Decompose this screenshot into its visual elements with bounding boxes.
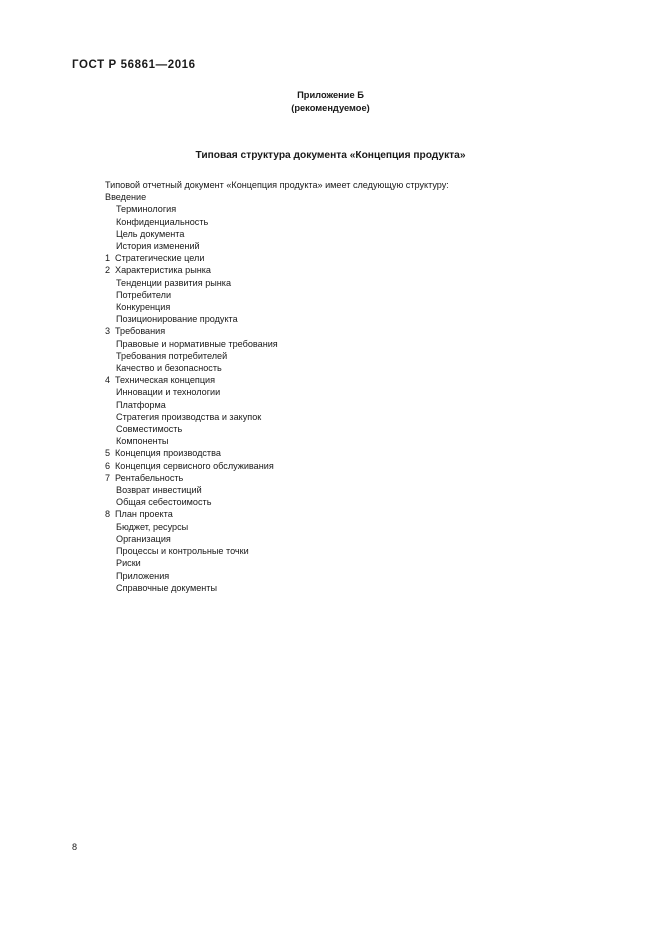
structure-list-item bbox=[105, 472, 575, 484]
structure-list-item bbox=[105, 191, 575, 203]
structure-item-label: Потребители bbox=[116, 289, 172, 300]
structure-item-label: Возврат инвестиций bbox=[116, 485, 202, 496]
structure-item-label: Тенденции развития рынка bbox=[116, 277, 232, 288]
structure-list-item bbox=[105, 496, 575, 508]
page-number: 8 bbox=[72, 842, 78, 852]
structure-item-label: Терминология bbox=[116, 204, 177, 215]
structure-list-item bbox=[105, 289, 575, 301]
structure-list-item bbox=[105, 460, 575, 472]
structure-item-number: 2 bbox=[105, 265, 111, 276]
structure-list-item bbox=[105, 435, 575, 447]
structure-item-label: Требования потребителей bbox=[116, 350, 228, 361]
annex-status: (рекомендуемое) bbox=[291, 103, 370, 113]
structure-item-number: 4 bbox=[105, 375, 111, 386]
structure-list-item bbox=[105, 325, 575, 337]
structure-list-item bbox=[105, 374, 575, 386]
structure-list-item bbox=[105, 338, 575, 350]
structure-item-number: 5 bbox=[105, 448, 111, 459]
structure-item-label: Характеристика рынка bbox=[115, 265, 211, 276]
intro-paragraph: Типовой отчетный документ «Концепция продукта» имеет следующую структуру: bbox=[105, 180, 449, 190]
structure-item-label: Правовые и нормативные требования bbox=[116, 338, 278, 349]
structure-item-label: Риски bbox=[116, 558, 141, 569]
structure-item-label: История изменений bbox=[116, 241, 200, 252]
structure-item-label: Бюджет, ресурсы bbox=[116, 521, 189, 532]
structure-item-label: Приложения bbox=[116, 570, 170, 581]
structure-list-item bbox=[105, 423, 575, 435]
structure-item-label: Процессы и контрольные точки bbox=[116, 546, 249, 557]
structure-item-label: Стратегические цели bbox=[115, 253, 205, 264]
structure-item-number: 1 bbox=[105, 253, 111, 264]
structure-item-label: Концепция производства bbox=[115, 448, 221, 459]
structure-list-item bbox=[105, 545, 575, 557]
structure-item-label: Конкуренция bbox=[116, 302, 171, 313]
structure-item-label: План проекта bbox=[115, 509, 173, 520]
structure-item-label: Концепция сервисного обслуживания bbox=[115, 460, 274, 471]
structure-item-label: Конфиденциальность bbox=[116, 216, 209, 227]
structure-list-item bbox=[105, 508, 575, 520]
structure-list-item bbox=[105, 216, 575, 228]
structure-list bbox=[105, 191, 575, 594]
structure-item-number: 8 bbox=[105, 509, 111, 520]
structure-item-label: Платформа bbox=[116, 399, 166, 410]
structure-item-label: Позиционирование продукта bbox=[116, 314, 238, 325]
structure-list-item bbox=[105, 582, 575, 594]
structure-item-number: 7 bbox=[105, 472, 111, 483]
structure-list-item bbox=[105, 362, 575, 374]
standard-reference-header: ГОСТ Р 56861—2016 bbox=[72, 59, 196, 71]
structure-list-item bbox=[105, 399, 575, 411]
structure-item-label: Стратегия производства и закупок bbox=[116, 411, 262, 422]
structure-list-item bbox=[105, 203, 575, 215]
structure-list-item bbox=[105, 264, 575, 276]
structure-list-item bbox=[105, 521, 575, 533]
structure-item-number: 3 bbox=[105, 326, 111, 337]
structure-item-label: Рентабельность bbox=[115, 472, 184, 483]
structure-list-item bbox=[105, 484, 575, 496]
structure-item-label: Цель документа bbox=[116, 228, 185, 239]
structure-list-item bbox=[105, 557, 575, 569]
structure-list-item bbox=[105, 301, 575, 313]
page-title: Типовая структура документа «Концепция продукта» bbox=[195, 150, 466, 161]
structure-item-label: Компоненты bbox=[116, 436, 169, 447]
structure-list-item bbox=[105, 240, 575, 252]
structure-item-label: Инновации и технологии bbox=[116, 387, 221, 398]
structure-item-label: Организация bbox=[116, 533, 171, 544]
structure-list-item bbox=[105, 277, 575, 289]
structure-item-label: Совместимость bbox=[116, 424, 183, 435]
document-body bbox=[105, 179, 575, 594]
structure-list-item bbox=[105, 533, 575, 545]
structure-list-item bbox=[105, 570, 575, 582]
structure-item-label: Введение bbox=[105, 192, 147, 203]
structure-item-label: Справочные документы bbox=[116, 582, 217, 593]
structure-list-item bbox=[105, 252, 575, 264]
structure-list-item bbox=[105, 447, 575, 459]
annex-heading-block bbox=[0, 89, 661, 115]
structure-list-item bbox=[105, 228, 575, 240]
structure-list-item bbox=[105, 350, 575, 362]
structure-item-label: Техническая концепция bbox=[115, 375, 216, 386]
annex-label: Приложение Б bbox=[297, 90, 364, 100]
structure-item-label: Качество и безопасность bbox=[116, 363, 222, 374]
structure-item-label: Общая себестоимость bbox=[116, 497, 212, 508]
structure-list-item bbox=[105, 411, 575, 423]
structure-list-item bbox=[105, 313, 575, 325]
structure-list-item bbox=[105, 386, 575, 398]
structure-item-label: Требования bbox=[115, 326, 166, 337]
structure-item-number: 6 bbox=[105, 460, 111, 471]
